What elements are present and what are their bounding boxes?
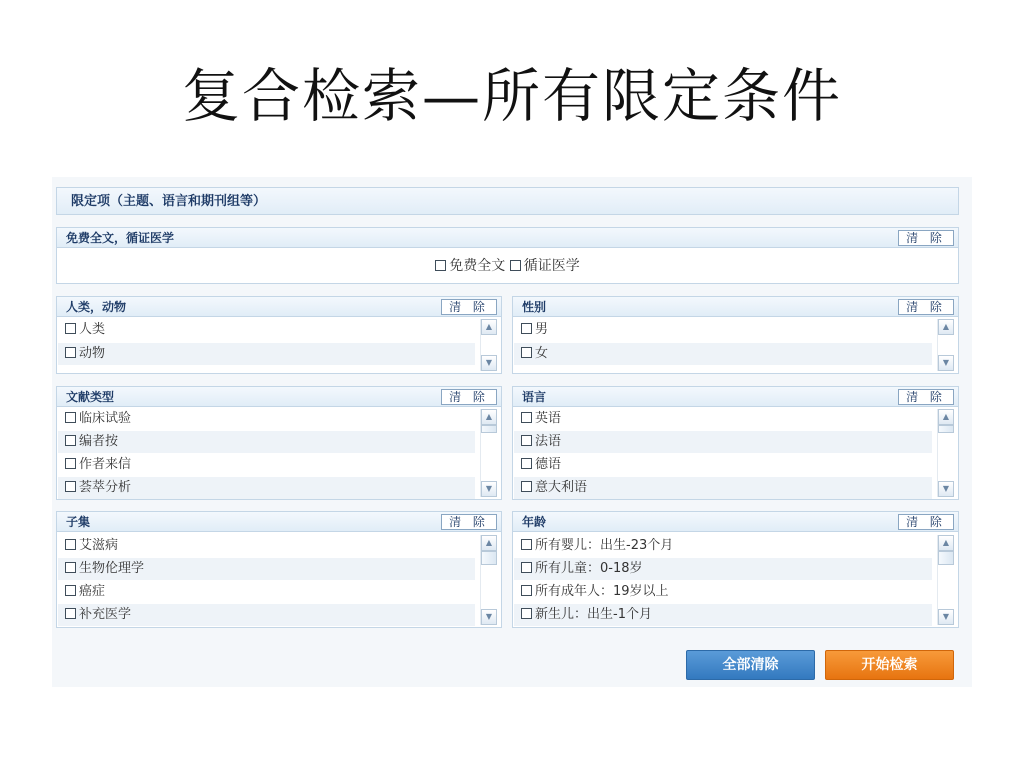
clear-all-button[interactable]: 全部清除: [686, 650, 815, 680]
section-header-article-types: [56, 386, 502, 407]
option-animals[interactable]: 动物: [58, 343, 475, 365]
limits-header: [56, 187, 959, 215]
scroll-up-arrow-icon[interactable]: ▲: [481, 319, 497, 335]
option-all-infants[interactable]: 所有婴儿：出生-23个月: [521, 535, 673, 557]
option-cancer[interactable]: 癌症: [65, 581, 105, 603]
checkbox-icon[interactable]: [65, 347, 76, 358]
scrollbar-subsets[interactable]: [480, 535, 498, 625]
option-letter[interactable]: 作者来信: [65, 454, 131, 476]
section-title-languages: 语言: [522, 390, 547, 404]
scrollbar-article-types[interactable]: [480, 409, 498, 497]
section-title-article-types: 文献类型: [66, 390, 115, 404]
option-english[interactable]: 英语: [521, 408, 561, 430]
checkbox-icon[interactable]: [521, 585, 532, 596]
scrollbar-languages[interactable]: [937, 409, 955, 497]
checkbox-icon[interactable]: [65, 412, 76, 423]
limits-header-label: 限定项（主题、语言和期刊组等）: [71, 194, 267, 209]
checkbox-icon[interactable]: [521, 412, 532, 423]
scroll-down-arrow-icon[interactable]: ▼: [938, 355, 954, 371]
free-fulltext-options: [57, 252, 958, 280]
section-title-subsets: 子集: [66, 515, 91, 529]
option-complementary-medicine[interactable]: 补充医学: [58, 604, 475, 626]
scroll-down-arrow-icon[interactable]: ▼: [481, 355, 497, 371]
clear-button-article-types[interactable]: 清 除: [441, 389, 497, 405]
option-aids[interactable]: 艾滋病: [65, 535, 118, 557]
scroll-down-arrow-icon[interactable]: ▼: [481, 609, 497, 625]
checkbox-icon[interactable]: [65, 585, 76, 596]
section-body-free-fulltext: [56, 248, 959, 284]
scroll-up-arrow-icon[interactable]: ▲: [481, 535, 497, 551]
start-search-button[interactable]: 开始检索: [825, 650, 954, 680]
checkbox-icon[interactable]: [65, 562, 76, 573]
clear-button-subsets[interactable]: 清 除: [441, 514, 497, 530]
section-header-free-fulltext: [56, 227, 959, 248]
clear-button-free-fulltext[interactable]: 清 除: [898, 230, 954, 246]
section-body-article-types: [56, 407, 502, 500]
section-body-gender: [512, 317, 959, 374]
free-fulltext-option[interactable]: 免费全文: [435, 258, 505, 274]
section-title-ages: 年龄: [522, 515, 547, 529]
clear-button-ages[interactable]: 清 除: [898, 514, 954, 530]
option-newborn[interactable]: 新生儿：出生-1个月: [514, 604, 932, 626]
scrollbar-ages[interactable]: [937, 535, 955, 625]
option-female[interactable]: 女: [514, 343, 932, 365]
evidence-based-option[interactable]: 循证医学: [510, 258, 580, 274]
scroll-up-arrow-icon[interactable]: ▲: [938, 535, 954, 551]
option-humans[interactable]: 人类: [65, 319, 105, 341]
option-french[interactable]: 法语: [514, 431, 932, 453]
checkbox-icon[interactable]: [435, 260, 446, 271]
option-clinical-trial[interactable]: 临床试验: [65, 408, 131, 430]
option-italian[interactable]: 意大利语: [514, 477, 932, 499]
clear-button-humans-animals[interactable]: 清 除: [441, 299, 497, 315]
option-meta-analysis[interactable]: 荟萃分析: [58, 477, 475, 499]
section-title-gender: 性别: [522, 300, 547, 314]
checkbox-icon[interactable]: [521, 539, 532, 550]
option-all-children[interactable]: 所有儿童：0-18岁: [514, 558, 932, 580]
section-body-humans-animals: [56, 317, 502, 374]
section-header-gender: [512, 296, 959, 317]
option-male[interactable]: 男: [521, 319, 548, 341]
checkbox-icon[interactable]: [65, 458, 76, 469]
scroll-up-arrow-icon[interactable]: ▲: [481, 409, 497, 425]
section-header-subsets: [56, 511, 502, 532]
option-bioethics[interactable]: 生物伦理学: [58, 558, 475, 580]
checkbox-icon[interactable]: [521, 435, 532, 446]
clear-button-languages[interactable]: 清 除: [898, 389, 954, 405]
scroll-up-arrow-icon[interactable]: ▲: [938, 319, 954, 335]
limits-form: [52, 177, 972, 687]
section-header-humans-animals: [56, 296, 502, 317]
section-header-languages: [512, 386, 959, 407]
section-header-ages: [512, 511, 959, 532]
section-body-subsets: [56, 532, 502, 628]
scroll-thumb[interactable]: [938, 551, 954, 565]
checkbox-icon[interactable]: [521, 458, 532, 469]
section-body-languages: [512, 407, 959, 500]
scroll-down-arrow-icon[interactable]: ▼: [938, 481, 954, 497]
section-title-free-fulltext: 免费全文，循证医学: [66, 231, 175, 245]
checkbox-icon[interactable]: [65, 323, 76, 334]
checkbox-icon[interactable]: [65, 539, 76, 550]
scroll-down-arrow-icon[interactable]: ▼: [481, 481, 497, 497]
checkbox-icon[interactable]: [65, 608, 76, 619]
option-editorial[interactable]: 编者按: [58, 431, 475, 453]
checkbox-icon[interactable]: [65, 481, 76, 492]
checkbox-icon[interactable]: [65, 435, 76, 446]
section-title-humans-animals: 人类，动物: [66, 300, 127, 314]
scroll-down-arrow-icon[interactable]: ▼: [938, 609, 954, 625]
slide-title: 复合检索—所有限定条件: [181, 62, 842, 130]
section-body-ages: [512, 532, 959, 628]
scroll-thumb[interactable]: [481, 551, 497, 565]
scroll-up-arrow-icon[interactable]: ▲: [938, 409, 954, 425]
checkbox-icon[interactable]: [521, 481, 532, 492]
scrollbar-gender[interactable]: [937, 319, 955, 371]
checkbox-icon[interactable]: [521, 347, 532, 358]
scroll-thumb[interactable]: [481, 425, 497, 433]
checkbox-icon[interactable]: [510, 260, 521, 271]
option-all-adults[interactable]: 所有成年人：19岁以上: [521, 581, 669, 603]
clear-button-gender[interactable]: 清 除: [898, 299, 954, 315]
checkbox-icon[interactable]: [521, 562, 532, 573]
checkbox-icon[interactable]: [521, 323, 532, 334]
scroll-thumb[interactable]: [938, 425, 954, 433]
checkbox-icon[interactable]: [521, 608, 532, 619]
scrollbar-humans-animals[interactable]: [480, 319, 498, 371]
option-german[interactable]: 德语: [521, 454, 561, 476]
